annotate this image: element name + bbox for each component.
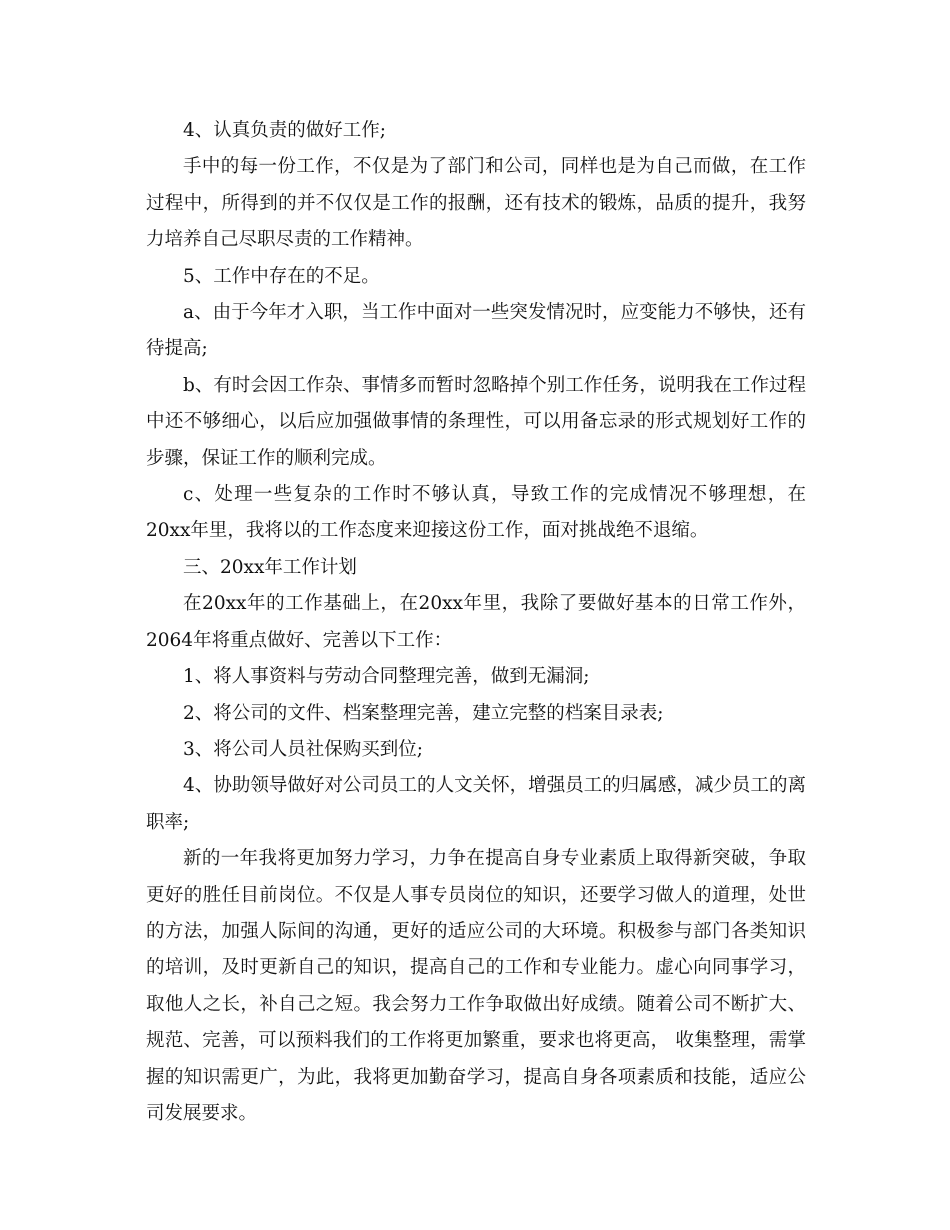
paragraph-plan-intro: 在20xx年的工作基础上，在20xx年里，我除了要做好基本的日常工作外，2064年将重点做好、完善以下工作：: [146, 593, 806, 651]
document-body: [146, 113, 806, 1132]
paragraph-shortcoming-b: b、有时会因工作杂、事情多而暂时忽略掉个别工作任务，说明我在工作过程中还不够细心，以后应加强做事情的条理性，可以用备忘录的形式规划好工作的步骤，保证工作的顺利完成。: [146, 374, 806, 469]
paragraph-work-spirit: 手中的每一份工作，不仅是为了部门和公司，同样也是为自己而做，在工作过程中，所得到的并不仅仅是工作的报酬，还有技术的锻炼，品质的提升，我努力培养自己尽职尽责的工作精神。: [146, 156, 806, 251]
section-heading-plan: 三、20xx年工作计划: [183, 556, 357, 578]
paragraph-heading-4: 4、认真负责的做好工作;: [183, 120, 387, 141]
plan-item-2: 2、将公司的文件、档案整理完善，建立完整的档案目录表;: [183, 702, 664, 724]
paragraph-closing: 新的一年我将更加努力学习，力争在提高自身专业素质上取得新突破，争取更好的胜任目前岗位。不仅是人事专员岗位的知识，还要学习做人的道理，处世的方法，加强人际间的沟通，更好的适应公司的大环境。积极参与部门各类知识的培训，及时更新自己的知识，提高自己的工作和专业能力。虚心向同事学习，取他人之长，补自己之短。我会努力工作争取做出好成绩。随着公司不断扩大、规范、完善，可以预料我们的工作将更加繁重，要求也将更高， 收集整理，需掌握的知识需更广，为此，我将更加勤奋学习，提高自身各项素质和技能，适应公司发展要求。: [146, 848, 806, 1124]
plan-item-3: 3、将公司人员社保购买到位;: [183, 738, 424, 760]
paragraph-shortcoming-c: c、处理一些复杂的工作时不够认真，导致工作的完成情况不够理想，在20xx年里，我将以的工作态度来迎接这份工作，面对挑战绝不退缩。: [146, 484, 806, 542]
paragraph-shortcoming-a: a、由于今年才入职，当工作中面对一些突发情况时，应变能力不够快，还有待提高;: [146, 302, 806, 360]
plan-item-4: 4、协助领导做好对公司员工的人文关怀，增强员工的归属感，减少员工的离职率;: [146, 775, 806, 833]
paragraph-heading-5: 5、工作中存在的不足。: [183, 265, 380, 287]
plan-item-1: 1、将人事资料与劳动合同整理完善，做到无漏洞;: [183, 666, 590, 688]
